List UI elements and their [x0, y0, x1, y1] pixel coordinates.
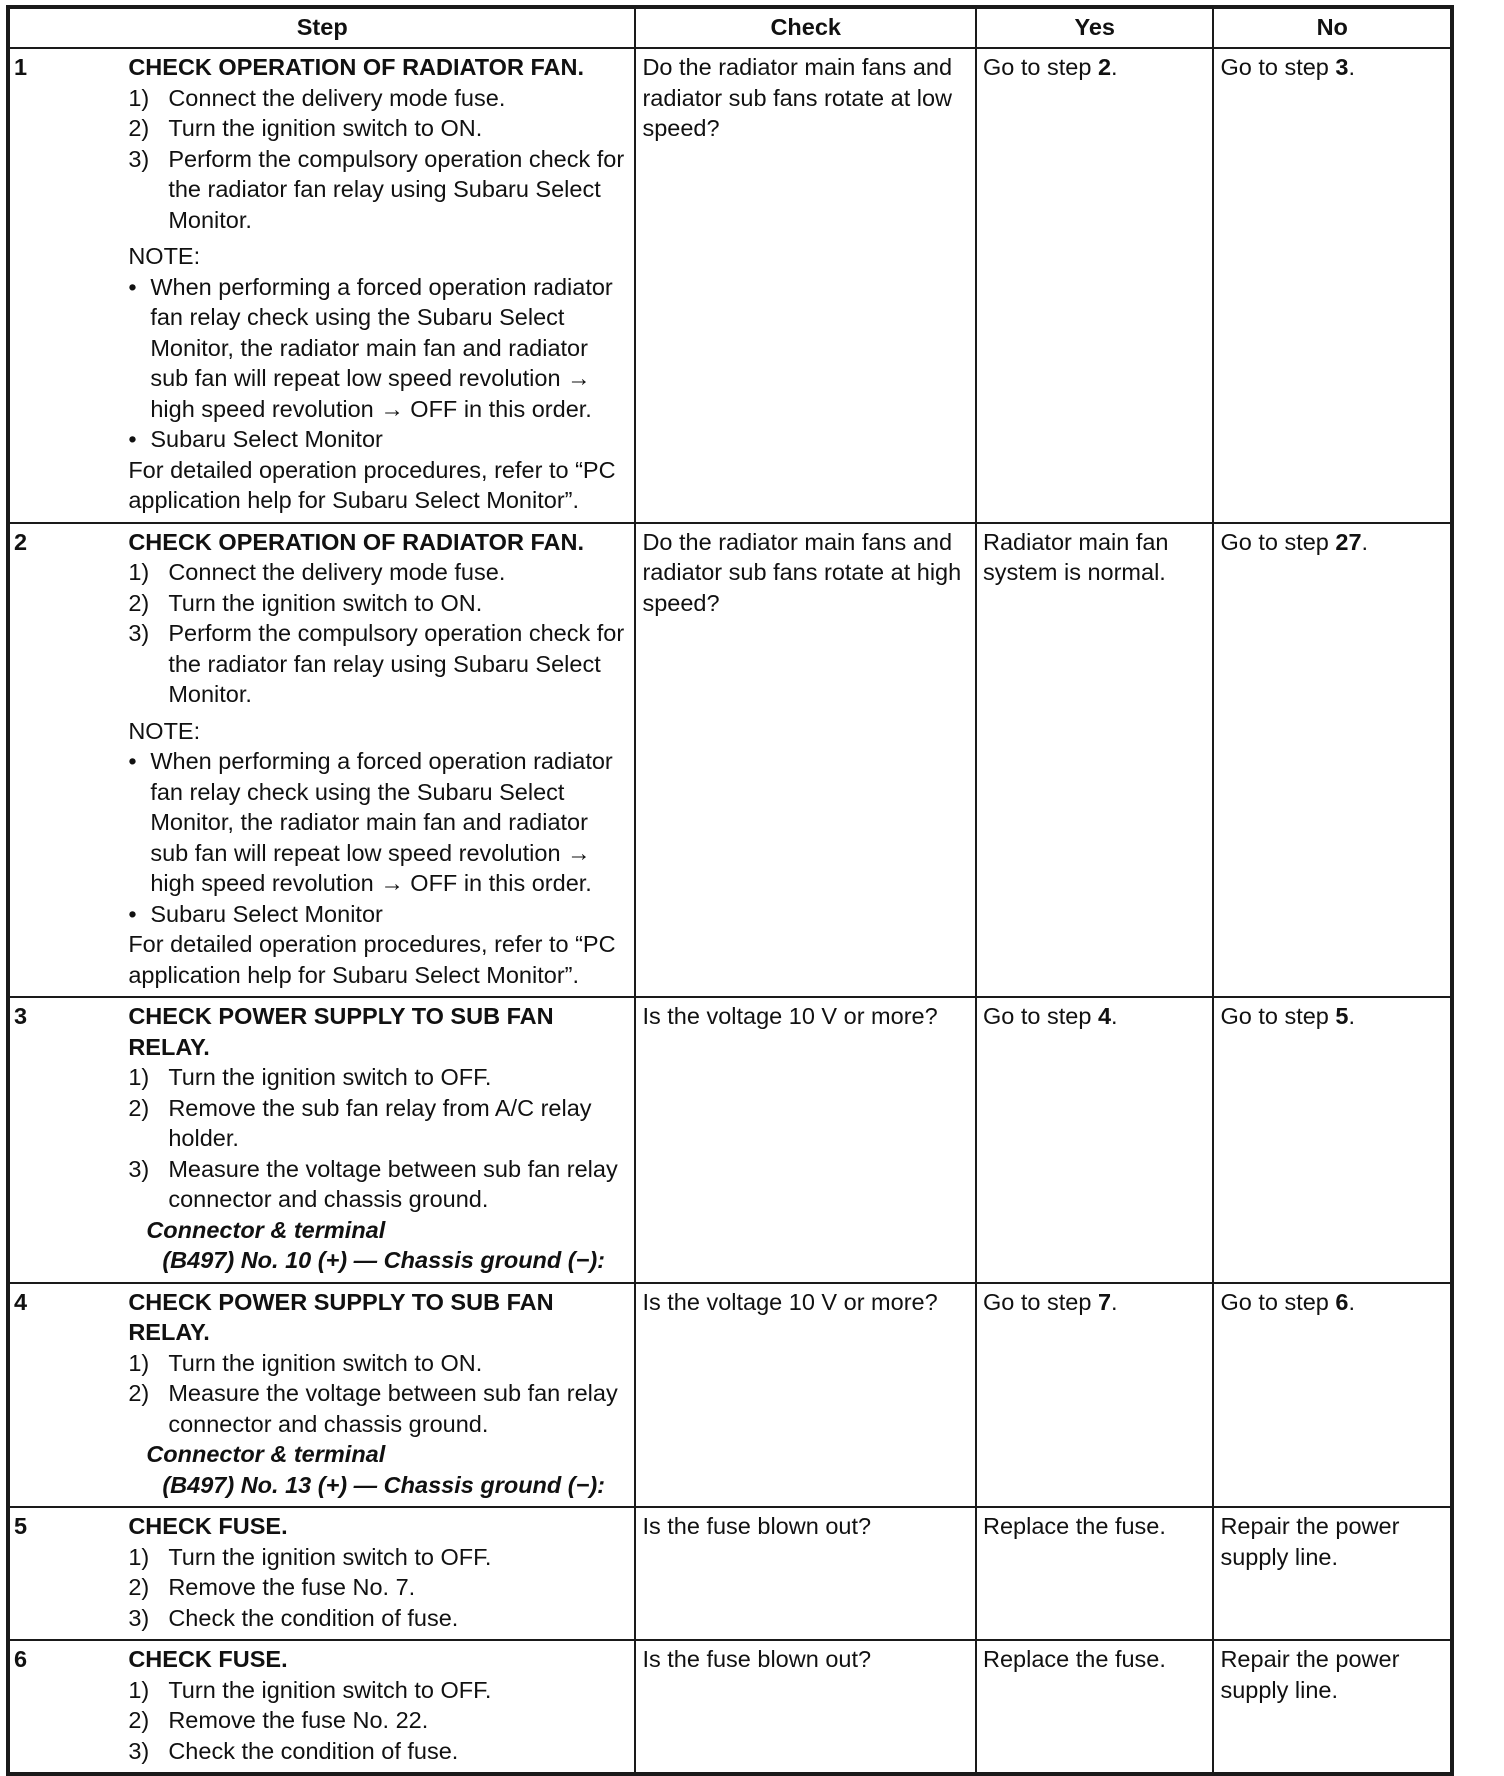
no-cell: Go to step 3. — [1213, 48, 1452, 523]
no-cell: Go to step 6. — [1213, 1283, 1452, 1508]
procedure-item: 2) Measure the voltage between sub fan relay connector and chassis ground. — [128, 1380, 618, 1437]
header-yes: Yes — [976, 7, 1213, 48]
step-description — [128, 1507, 635, 1640]
yes-cell: Radiator main fan system is normal. — [976, 523, 1213, 998]
procedure-item: 1) Connect the delivery mode fuse. — [128, 84, 506, 111]
procedure-item: 3) Check the condition of fuse. — [128, 1604, 459, 1631]
step-description — [128, 1640, 635, 1774]
yes-step-link[interactable]: 2 — [1097, 54, 1112, 80]
connector-terminal-label: Connector & terminal — [146, 1216, 386, 1243]
procedure-item: 3) Measure the voltage between sub fan relay connector and chassis ground. — [128, 1155, 618, 1212]
no-step-link[interactable]: 3 — [1335, 54, 1349, 80]
step-description — [128, 523, 635, 998]
no-cell: Go to step 5. — [1213, 997, 1452, 1283]
diagnostic-table — [6, 5, 1454, 1776]
step-number: 4 — [8, 1283, 128, 1508]
yes-cell: Replace the fuse. — [976, 1640, 1213, 1774]
step-title: CHECK OPERATION OF RADIATOR FAN. — [128, 54, 584, 80]
step-title: CHECK OPERATION OF RADIATOR FAN. — [128, 528, 584, 555]
note-bullet: • Subaru Select Monitor — [128, 426, 383, 452]
connector-terminal-label: Connector & terminal — [146, 1441, 386, 1467]
step-number: 6 — [8, 1640, 128, 1774]
yes-cell: Go to step 4. — [976, 997, 1213, 1283]
yes-step-link[interactable]: 4 — [1097, 1003, 1112, 1029]
step-description — [128, 1283, 635, 1508]
procedure-item: 2) Remove the sub fan relay from A/C relay holder. — [128, 1094, 592, 1151]
check-cell: Is the fuse blown out? — [635, 1507, 976, 1640]
header-step: Step — [8, 7, 635, 48]
step-title: CHECK FUSE. — [128, 1646, 288, 1672]
no-cell: Repair the power supply line. — [1213, 1640, 1452, 1774]
procedure-item: 1) Turn the ignition switch to OFF. — [128, 1676, 492, 1703]
procedure-item: 3) Check the condition of fuse. — [128, 1737, 459, 1764]
procedure-item: 2) Turn the ignition switch to ON. — [128, 115, 483, 141]
procedure-item: 3) Perform the compulsory operation check for the radiator fan relay using Subaru Select Monitor. — [128, 145, 625, 233]
step-description — [128, 48, 635, 523]
yes-cell: Go to step 7. — [976, 1283, 1213, 1508]
note-bullet: • When performing a forced operation radiator fan relay check using the Subaru Select Monitor, the radiator main fan and radiator sub fan will repeat low speed revolution → high speed revolution → OFF in this order. — [128, 748, 613, 896]
step-number: 5 — [8, 1507, 128, 1640]
table-row — [8, 997, 1452, 1283]
connector-terminal-value: (B497) No. 13 (+) — Chassis ground (−): — [162, 1471, 605, 1498]
procedure-item: 2) Remove the fuse No. 22. — [128, 1707, 429, 1733]
table-row — [8, 1283, 1452, 1508]
note-bullet: • Subaru Select Monitor — [128, 900, 383, 927]
check-cell: Is the fuse blown out? — [635, 1640, 976, 1774]
no-cell: Go to step 27. — [1213, 523, 1452, 998]
procedure-item: 3) Perform the compulsory operation check for the radiator fan relay using Subaru Select Monitor. — [128, 620, 625, 707]
note-label: NOTE: — [128, 717, 201, 744]
procedure-item: 2) Turn the ignition switch to ON. — [128, 589, 483, 616]
procedure-item: 2) Remove the fuse No. 7. — [128, 1574, 416, 1600]
step-number: 2 — [8, 523, 128, 998]
table-row — [8, 1640, 1452, 1774]
no-step-link[interactable]: 6 — [1335, 1288, 1349, 1315]
no-step-link[interactable]: 27 — [1335, 528, 1362, 555]
step-title: CHECK POWER SUPPLY TO SUB FAN RELAY. — [128, 1288, 554, 1345]
note-bullet: • When performing a forced operation radiator fan relay check using the Subaru Select Monitor, the radiator main fan and radiator sub fan will repeat low speed revolution → high speed revolution → OFF in this order. — [128, 273, 613, 422]
procedure-item: 1) Turn the ignition switch to OFF. — [128, 1064, 492, 1090]
step-title: CHECK FUSE. — [128, 1513, 288, 1539]
yes-cell: Go to step 2. — [976, 48, 1213, 523]
header-no: No — [1213, 7, 1452, 48]
step-number: 3 — [8, 997, 128, 1283]
check-cell: Do the radiator main fans and radiator sub fans rotate at low speed? — [635, 48, 976, 523]
header-row — [8, 7, 1452, 48]
check-cell: Is the voltage 10 V or more? — [635, 1283, 976, 1508]
step-number: 1 — [8, 48, 128, 523]
step-title: CHECK POWER SUPPLY TO SUB FAN RELAY. — [128, 1003, 554, 1060]
no-step-link[interactable]: 5 — [1335, 1003, 1349, 1029]
header-check: Check — [635, 7, 976, 48]
table-row — [8, 1507, 1452, 1640]
procedure-item: 1) Turn the ignition switch to OFF. — [128, 1543, 492, 1570]
note-label: NOTE: — [128, 243, 201, 269]
reference-text: For detailed operation procedures, refer to “PC application help for Subaru Select Monitor”. — [128, 456, 616, 513]
yes-cell: Replace the fuse. — [976, 1507, 1213, 1640]
connector-terminal-value: (B497) No. 10 (+) — Chassis ground (−): — [162, 1247, 605, 1273]
reference-text: For detailed operation procedures, refer to “PC application help for Subaru Select Monitor”. — [128, 931, 616, 988]
procedure-item: 1) Connect the delivery mode fuse. — [128, 559, 506, 585]
table-row — [8, 48, 1452, 523]
table-row — [8, 523, 1452, 998]
check-cell: Do the radiator main fans and radiator sub fans rotate at high speed? — [635, 523, 976, 998]
yes-step-link[interactable]: 7 — [1097, 1288, 1112, 1315]
procedure-item: 1) Turn the ignition switch to ON. — [128, 1349, 483, 1376]
check-cell: Is the voltage 10 V or more? — [635, 997, 976, 1283]
no-cell: Repair the power supply line. — [1213, 1507, 1452, 1640]
step-description — [128, 997, 635, 1283]
